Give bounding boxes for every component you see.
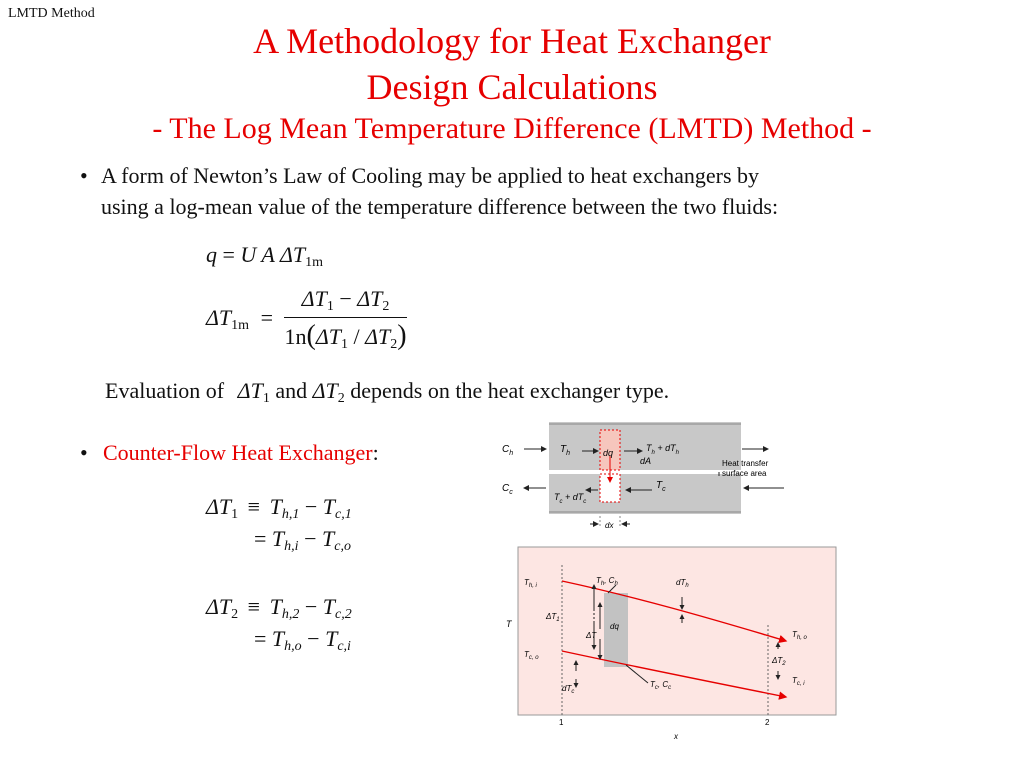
num-T2: T xyxy=(370,286,383,311)
label-Ch: $C_h$ xyxy=(502,444,514,457)
dt1-equiv: ≡ xyxy=(247,494,261,519)
den-sub-2: 2 xyxy=(390,337,398,352)
label-dT2: $\Delta T_2$ xyxy=(772,656,786,667)
title-line-1: A Methodology for Heat Exchanger xyxy=(253,21,771,61)
label-x-axis: x xyxy=(674,732,678,741)
slide-header: LMTD Method xyxy=(8,6,95,21)
dt2-sub: 2 xyxy=(231,607,239,622)
dt2-minus-2: − xyxy=(307,626,320,651)
label-dA: dA xyxy=(640,456,652,466)
label-x1: 1 xyxy=(559,718,564,727)
label-Th: $T_h$ xyxy=(560,444,571,457)
dt2-Th-sub: h,2 xyxy=(281,607,300,622)
dt2-Tci: T xyxy=(325,626,338,651)
num-T1: T xyxy=(314,286,327,311)
equation-dt2-value xyxy=(254,626,351,655)
separating-wall xyxy=(549,470,741,474)
num-delta-1: Δ xyxy=(301,286,315,311)
lmtd-denominator xyxy=(284,318,406,353)
eq-U: U xyxy=(240,242,257,267)
equation-heat-rate xyxy=(206,242,323,271)
temperature-distribution-plot xyxy=(506,545,838,745)
dt1-Tco-sub: c,o xyxy=(334,539,351,554)
num-minus: − xyxy=(339,286,352,311)
label-dTh: $dT_h$ xyxy=(676,578,689,589)
evaluation-and: and xyxy=(275,378,308,403)
dt1-delta: Δ xyxy=(206,494,219,519)
den-T2: T xyxy=(378,324,391,349)
label-Cc: $C_c$ xyxy=(502,483,513,496)
dt2-Tc-sub: c,2 xyxy=(335,607,352,622)
den-lparen: ( xyxy=(306,320,316,351)
counter-flow-label: Counter-Flow Heat Exchanger xyxy=(103,440,373,465)
label-dq: dq xyxy=(603,448,614,458)
dt1-Tco: T xyxy=(321,526,335,551)
label-x2: 2 xyxy=(765,718,770,727)
dt2-Tci-sub: c,i xyxy=(337,639,351,654)
dt1-sub: 1 xyxy=(231,507,239,522)
evaluation-line xyxy=(105,375,669,414)
label-Tc-plus-dTc: $T_c + dT_c$ xyxy=(554,492,587,505)
dt2-T: T xyxy=(218,594,232,619)
equation-dt1-def xyxy=(206,494,352,523)
label-Th-Ch: $T_h$, $C_h$ xyxy=(596,576,618,587)
bullet-1-line-2: using a log-mean value of the temperature difference between the two fluids: xyxy=(101,194,779,219)
label-Tho: $T_{h, o}$ xyxy=(792,630,807,641)
eq-delta: Δ xyxy=(279,242,293,267)
equation-dt1-value xyxy=(254,526,351,555)
lmtd-equals: = xyxy=(260,305,273,330)
label-T-axis: T xyxy=(506,619,512,629)
label-dx: dx xyxy=(605,521,614,530)
dt2-Th: T xyxy=(269,594,282,619)
num-sub-1: 1 xyxy=(326,299,334,314)
lmtd-sub: 1m xyxy=(231,318,250,333)
label-Thi: $T_{h, i}$ xyxy=(524,578,537,589)
dt1-Tc-sub: c,1 xyxy=(335,507,352,522)
label-Th-plus-dTh: $T_h + dT_h$ xyxy=(646,443,679,456)
label-dq-strip: dq xyxy=(610,622,619,631)
dt2-delta: Δ xyxy=(206,594,219,619)
eval-delta-2: Δ xyxy=(312,378,326,403)
evaluation-prefix: Evaluation of xyxy=(105,378,225,403)
label-surface-line-2: surface area xyxy=(722,469,767,478)
dt2-Tho: T xyxy=(271,626,285,651)
eq-T: T xyxy=(292,242,306,267)
eval-sub-1: 1 xyxy=(262,391,270,406)
dt1-Th: T xyxy=(269,494,282,519)
title-line-2: Design Calculations xyxy=(366,67,658,107)
dt2-equiv: ≡ xyxy=(247,594,261,619)
den-T1: T xyxy=(328,324,341,349)
label-dTc: $dT_c$ xyxy=(562,684,575,695)
lmtd-delta: Δ xyxy=(206,305,219,330)
dt1-Th-sub: h,1 xyxy=(281,507,300,522)
eq-sub: 1m xyxy=(305,255,324,270)
label-dT1: $\Delta T_1$ xyxy=(546,612,560,623)
lmtd-fraction xyxy=(284,286,406,353)
bullet-2-colon: : xyxy=(372,440,379,465)
dt1-minus: − xyxy=(304,494,318,519)
lmtd-numerator xyxy=(284,286,406,318)
equation-dt2-def xyxy=(206,594,352,623)
dt1-Thi: T xyxy=(271,526,285,551)
dt2-Tc: T xyxy=(322,594,336,619)
eval-T1: T xyxy=(250,378,263,403)
bullet-marker-2: • xyxy=(80,440,88,465)
label-dT: ΔT xyxy=(586,631,597,640)
dt1-equals: = xyxy=(254,526,267,551)
eval-delta-1: Δ xyxy=(237,378,251,403)
dt1-Thi-sub: h,i xyxy=(284,539,299,554)
eq-q: q xyxy=(206,242,217,267)
lmtd-T: T xyxy=(218,305,232,330)
num-sub-2: 2 xyxy=(382,299,390,314)
label-Tc-Cc: $T_c$, $C_c$ xyxy=(650,680,672,691)
bullet-1-line-1: A form of Newton’s Law of Cooling may be applied to heat exchangers by xyxy=(101,163,760,188)
den-ln: 1n xyxy=(284,324,307,349)
label-surface-line-1: Heat transfer xyxy=(722,459,769,468)
title-line-3: - The Log Mean Temperature Difference (LMTD) Method - xyxy=(152,112,872,145)
counter-flow-schematic xyxy=(494,416,794,536)
dt2-minus: − xyxy=(304,594,318,619)
dt2-Tho-sub: h,o xyxy=(284,639,302,654)
label-Tco: $T_{c, o}$ xyxy=(524,650,539,661)
label-Tc: $T_c$ xyxy=(656,480,666,493)
eq-A: A xyxy=(261,242,275,267)
equation-lmtd xyxy=(206,286,407,353)
evaluation-suffix: depends on the heat exchanger type. xyxy=(350,378,670,403)
bullet-marker-1: • xyxy=(80,163,88,188)
label-Tci: $T_{c, i}$ xyxy=(792,676,805,687)
dt1-Tc: T xyxy=(322,494,336,519)
eval-T2: T xyxy=(325,378,338,403)
den-sub-1: 1 xyxy=(340,337,348,352)
num-delta-2: Δ xyxy=(357,286,371,311)
den-slash: / xyxy=(353,324,360,349)
den-delta-1: Δ xyxy=(315,324,329,349)
den-rparen: ) xyxy=(397,320,407,351)
den-delta-2: Δ xyxy=(365,324,379,349)
eq-equals: = xyxy=(222,242,235,267)
eval-sub-2: 2 xyxy=(337,391,345,406)
dt2-equals: = xyxy=(254,626,267,651)
dt1-minus-2: − xyxy=(304,526,317,551)
dt1-T: T xyxy=(218,494,232,519)
bullet-2 xyxy=(103,437,379,468)
